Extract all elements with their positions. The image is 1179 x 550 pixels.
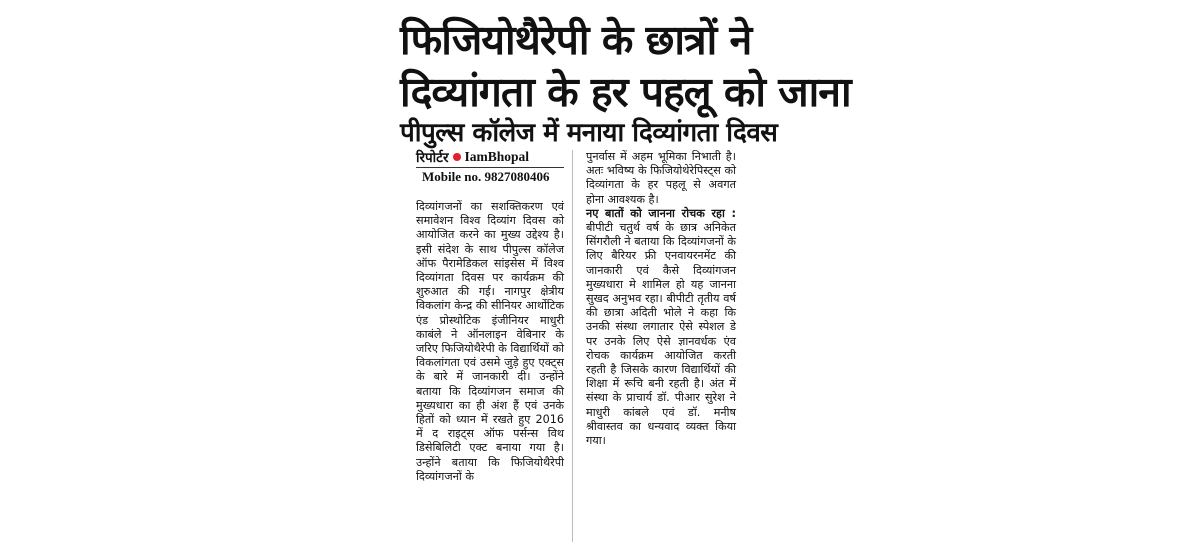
right-column-paragraph <box>586 207 736 448</box>
byline-rule <box>416 167 564 168</box>
byline-top <box>416 148 564 166</box>
reporter-label: रिपोर्टर <box>416 150 449 165</box>
article-column-right <box>586 150 736 448</box>
mobile-label: Mobile no. <box>422 169 482 184</box>
source-name: IamBhopal <box>464 149 530 164</box>
right-column-subhead: नए बातों को जानना रोचक रहा : <box>586 206 736 220</box>
headline-line-2: दिव्यांगता के हर पहलू को जाना <box>400 68 851 116</box>
article-column-left <box>416 200 564 484</box>
left-column-text: दिव्यांगजनों का सशक्तिकरण एवं समावेशन विश्व दिव्यांग दिवस को आयोजित करने का मुख्य उद्देश्य है। इसी संदेश के साथ पीपुल्स कॉलेज ऑफ पैरामेडिकल सांइसेस में विश्व दिव्यांगता दिवस पर कार्यक्रम की शुरुआत की गई। नागपुर क्षेत्रीय विकलांग केन्द्र की सीनियर आर्थोटिक एंड प्रोस्थोटिक इंजीनियर माधुरी काबंले ने ऑनलाइन वेबिनार के जरिए फिजियोथैरेपी के विद्यार्थियों को विकलांगता एवं उसमे जुड़े हुए एक्ट्स के बारे में जानकारी दी। उन्होंने बताया कि दिव्यांगजन समाज की मुख्यधारा का ही अंश हैं एवं उनके हितों को ध्यान में रखते हुए 2016 में द राइट्स ऑफ पर्सन्स विथ डिसेबिलिटी एक्ट बनाया गया है। उन्होंने बताया कि फिजियोथैरेपी दिव्यांगजनों के <box>416 200 564 483</box>
subheadline: पीपुल्स कॉलेज में मनाया दिव्यांगता दिवस <box>400 118 778 148</box>
column-divider <box>572 150 573 542</box>
right-column-intro: पुनर्वास में अहम भूमिका निभाती है। अतः भविष्य के फिजियोथेरेपिस्ट्स को दिव्यांगता के हर पहलू से अवगत होना आवश्यक है। <box>586 150 736 206</box>
mobile-number: 9827080406 <box>484 169 550 184</box>
byline <box>416 148 564 188</box>
mobile-line <box>422 169 549 185</box>
red-dot-icon <box>453 153 461 161</box>
headline-line-1: फिजियोथैरेपी के छात्रों ने <box>400 16 752 64</box>
right-column-body: बीपीटी चतुर्थ वर्ष के छात्र अनिकेत सिंगरौली ने बताया कि दिव्यांगजनों के लिए बैरियर फ्री एनवायरनमेंट की जानकारी एवं कैसे दिव्यांगजन मुख्यधारा मे शामिल हो यह जानना सुखद अनुभव रहा। बीपीटी तृतीय वर्ष की छात्रा अदिती भोले ने कहा कि उनकी संस्था लगातार ऐसे स्पेशल डे पर उनके लिए ऐसे ज्ञानवर्धक एंव रोचक कार्यक्रम आयोजित करती रहती है जिसके कारण विद्यार्थियों की शिक्षा में रूचि बनी रहती है। अंत में संस्था के प्राचार्य डॉ. पीआर सुरेश ने माधुरी कांबले एवं डॉ. मनीष श्रीवास्तव का धन्यवाद व्यक्त किया गया। <box>586 221 736 448</box>
